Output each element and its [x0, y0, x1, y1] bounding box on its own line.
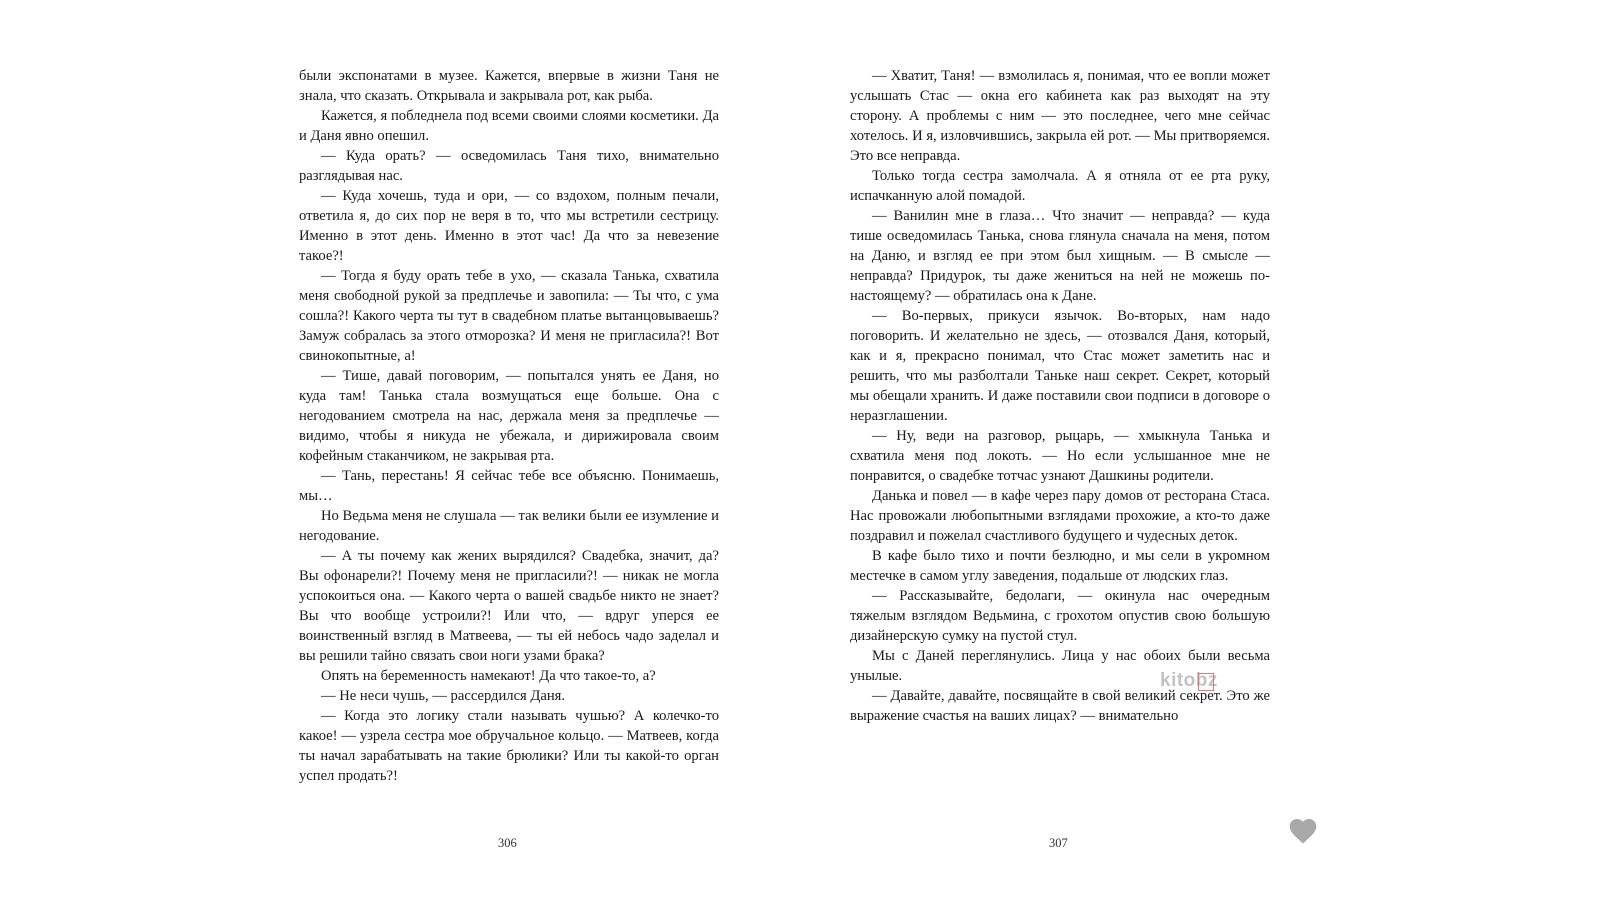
paragraph: — Куда орать? — осведомилась Таня тихо, внимательно разглядывая нас.	[299, 148, 719, 184]
paragraph: — Куда хочешь, туда и ори, — со вздохом, полным печали, ответила я, до сих пор не веря в то, что мы встретили сестрицу. Именно в этот день. Именно в этот час! Да что за невезение такое?!	[299, 188, 719, 264]
paragraph: Данька и повел — в кафе через пару домов от ресторана Стаса. Нас провожали любопытными взглядами прохожие, а кто-то даже поздравил и пожелал счастливого будущего и чудесных деток.	[850, 488, 1270, 544]
paragraph: — Тише, давай поговорим, — попытался унять ее Даня, но куда там! Танька стала возмущаться еще больше. Она с негодованием смотрела на нас, держала меня за предплечье — видимо, чтобы я никуда не убежала, и дирижировала своим кофейным стаканчиком, не закрывая рта.	[299, 368, 719, 464]
left-page-text	[299, 66, 719, 786]
paragraph: Только тогда сестра замолчала. А я отняла от ее рта руку, испачканную алой помадой.	[850, 168, 1270, 204]
paragraph: — А ты почему как жених вырядился? Свадебка, значит, да? Вы офонарели?! Почему меня не пригласили?! — никак не могла успокоиться она. — Какого черта о вашей свадьбе никто не знает? Вы что вообще устроили?! Или что, — вдруг уперся ее воинственный взгляд в Матвеева, — ты ей небось чадо заделал и вы решили тайно связать свои ноги узами брака?	[299, 548, 719, 664]
paragraph: — Не неси чушь, — рассердился Даня.	[321, 688, 566, 704]
right-page-text	[850, 66, 1270, 726]
heart-shape	[1287, 815, 1319, 847]
paragraph: В кафе было тихо и почти безлюдно, и мы сели в укромном местечке в самом углу заведения, подальше от людских глаз.	[850, 548, 1270, 584]
paragraph: — Давайте, давайте, посвящайте в свой великий секрет. Это же выражение счастья на ваших лицах? — внимательно	[850, 688, 1270, 724]
paragraph: Мы с Даней переглянулись. Лица у нас обоих были весьма унылые.	[850, 648, 1270, 684]
paragraph: — Тань, перестань! Я сейчас тебе все объясню. Понимаешь, мы…	[299, 468, 719, 504]
watermark-box	[1198, 673, 1214, 691]
paragraph: были экспонатами в музее. Кажется, впервые в жизни Таня не знала, что сказать. Открывала и закрывала рот, как рыба.	[299, 68, 719, 104]
paragraph: — Когда это логику стали называть чушью? А колечко-то какое! — узрела сестра мое обручальное кольцо. — Матвеев, когда ты начал зарабатывать на такие брюлики? Или ты какой-то орган успел продать?!	[299, 708, 719, 784]
paragraph: — Тогда я буду орать тебе в ухо, — сказала Танька, схватила меня свободной рукой за предплечье и завопила: — Ты что, с ума сошла?! Какого черта ты тут в свадебном платье вытанцовываешь? Замуж собралась за этого отморозка? И меня не пригласила?! Вот свинокопытные, а!	[299, 268, 719, 364]
watermark: kitobz	[1160, 670, 1218, 691]
paragraph: — Хватит, Таня! — взмолилась я, понимая, что ее вопли может услышать Стас — окна его кабинета как раз выходят на эту сторону. А проблемы с ним — это последнее, чего мне сейчас хотелось. И я, изловчившись, закрыла ей рот. — Мы притворяемся. Это все неправда.	[850, 68, 1270, 164]
paragraph: — Рассказывайте, бедолаги, — окинула нас очередным тяжелым взглядом Ведьмина, с грохотом опустив свою большую дизайнерскую сумку на пустой стул.	[850, 588, 1270, 644]
paragraph: Кажется, я побледнела под всеми своими слоями косметики. Да и Даня явно опешил.	[299, 108, 719, 144]
paragraph: Но Ведьма меня не слушала — так велики были ее изумление и негодование.	[299, 508, 719, 544]
paragraph: — Ну, веди на разговор, рыцарь, — хмыкнула Танька и схватила меня под локоть. — Но если услышанное мне не понравится, о свадебке тотчас узнают Дашкины родители.	[850, 428, 1270, 484]
paragraph: — Ванилин мне в глаза… Что значит — неправда? — куда тише осведомилась Танька, снова глянула сначала на меня, потом на Даню, и взгляд ее при этом был хищным. — В смысле — неправда? Придурок, ты даже жениться на ней не можешь по-настоящему? — обратилась она к Дане.	[850, 208, 1270, 304]
paragraph: Опять на беременность намекают! Да что такое-то, а?	[321, 668, 656, 684]
paragraph: — Во-первых, прикуси язычок. Во-вторых, нам надо поговорить. И желательно не здесь, — отозвался Даня, который, как и я, прекрасно понимал, что Стас может заметить нас и решить, что мы разболтали Таньке наш секрет. Секрет, который мы обещали хранить. И даже поставили свои подписи в договоре о неразглашении.	[850, 308, 1270, 424]
heart-icon[interactable]	[1287, 815, 1319, 847]
page-number-right: 307	[1049, 836, 1068, 850]
page-number-left: 306	[498, 836, 517, 850]
